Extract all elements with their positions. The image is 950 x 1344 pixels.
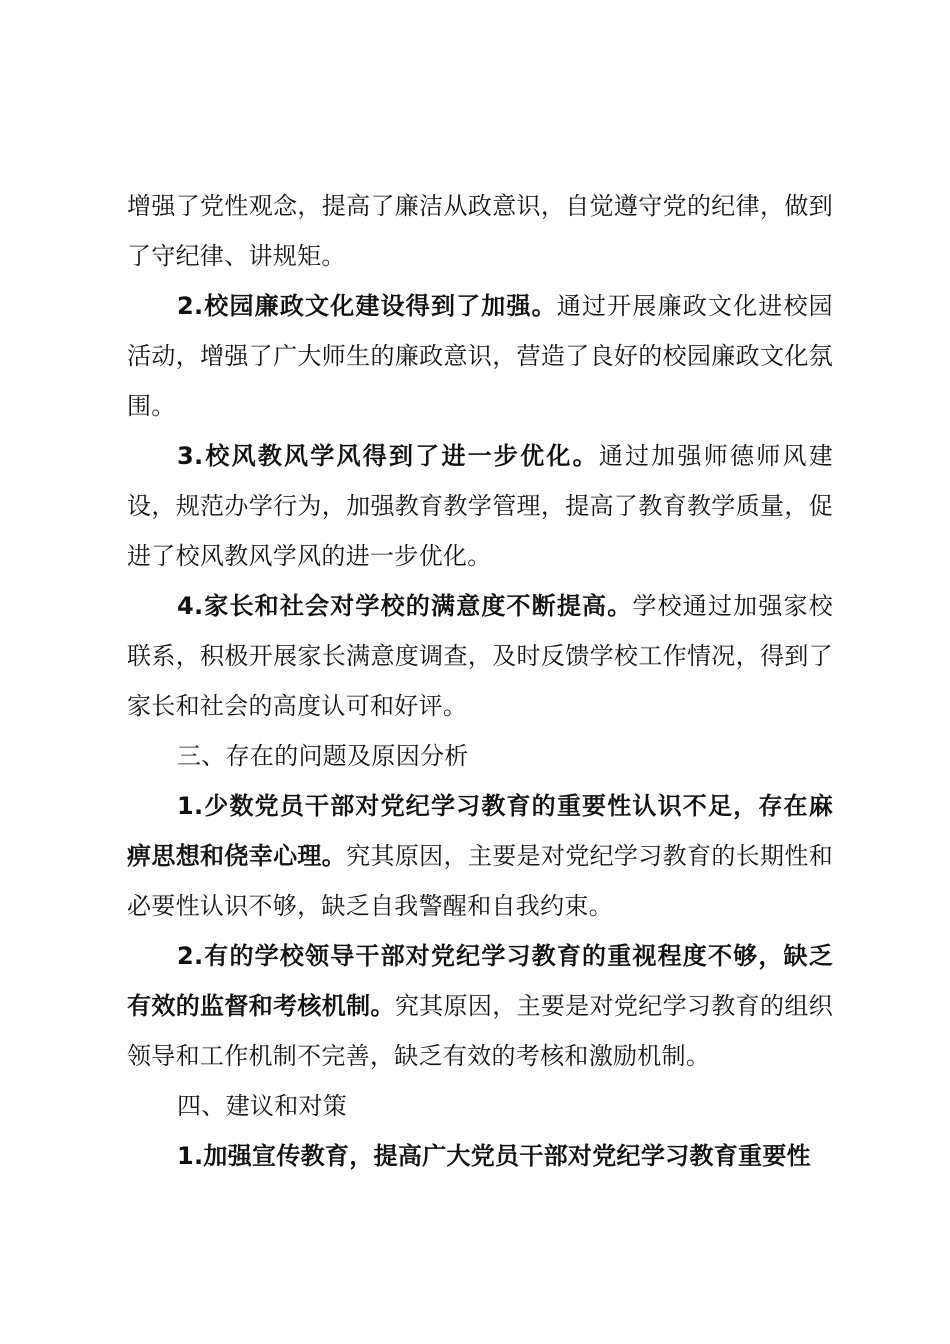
section-heading-text: 四、建议和对策 — [177, 1092, 348, 1120]
paragraph-suggestion-1 — [127, 1131, 833, 1181]
section-heading-text: 三、存在的问题及原因分析 — [177, 742, 469, 770]
paragraph-text: 通过加强师德师风建设，规范办学行为，加强教育教学管理，提高了教育教学质量，促进了校风教风学风的进一步优化。 — [127, 442, 834, 570]
document-body — [127, 181, 833, 1181]
paragraph-lead: 2.校园廉政文化建设得到了加强。 — [177, 292, 557, 320]
paragraph-text: 增强了党性观念，提高了廉洁从政意识，自觉遵守党的纪律，做到了守纪律、讲规矩。 — [127, 192, 833, 270]
paragraph-text: 究其原因，主要是对党纪学习教育的组织领导和工作机制不完善，缺乏有效的考核和激励机制。 — [127, 992, 833, 1070]
paragraph-lead: 3.校风教风学风得到了进一步优化。 — [177, 442, 599, 470]
paragraph-problem-1 — [127, 781, 833, 931]
paragraph-lead: 1.少数党员干部对党纪学习教育的重要性认识不足，存在麻痹思想和侥幸心理。 — [127, 792, 833, 870]
paragraph-continuation — [127, 181, 833, 281]
paragraph-item-3-school-style — [127, 431, 833, 581]
paragraph-item-4-satisfaction — [127, 581, 833, 731]
paragraph-text: 通过开展廉政文化进校园活动，增强了广大师生的廉政意识，营造了良好的校园廉政文化氛围。 — [127, 292, 833, 420]
paragraph-lead: 1.加强宣传教育，提高广大党员干部对党纪学习教育重要性 — [177, 1142, 811, 1170]
section-heading-suggestions — [127, 1081, 833, 1131]
paragraph-item-2-campus-culture — [127, 281, 833, 431]
paragraph-lead: 4.家长和社会对学校的满意度不断提高。 — [177, 592, 633, 620]
section-heading-problems — [127, 731, 833, 781]
paragraph-lead: 2.有的学校领导干部对党纪学习教育的重视程度不够，缺乏有效的监督和考核机制。 — [127, 942, 833, 1020]
paragraph-text: 学校通过加强家校联系，积极开展家长满意度调查，及时反馈学校工作情况，得到了家长和社会的高度认可和好评。 — [127, 592, 834, 720]
paragraph-problem-2 — [127, 931, 833, 1081]
paragraph-text: 究其原因，主要是对党纪学习教育的长期性和必要性认识不够，缺乏自我警醒和自我约束。 — [127, 842, 834, 920]
